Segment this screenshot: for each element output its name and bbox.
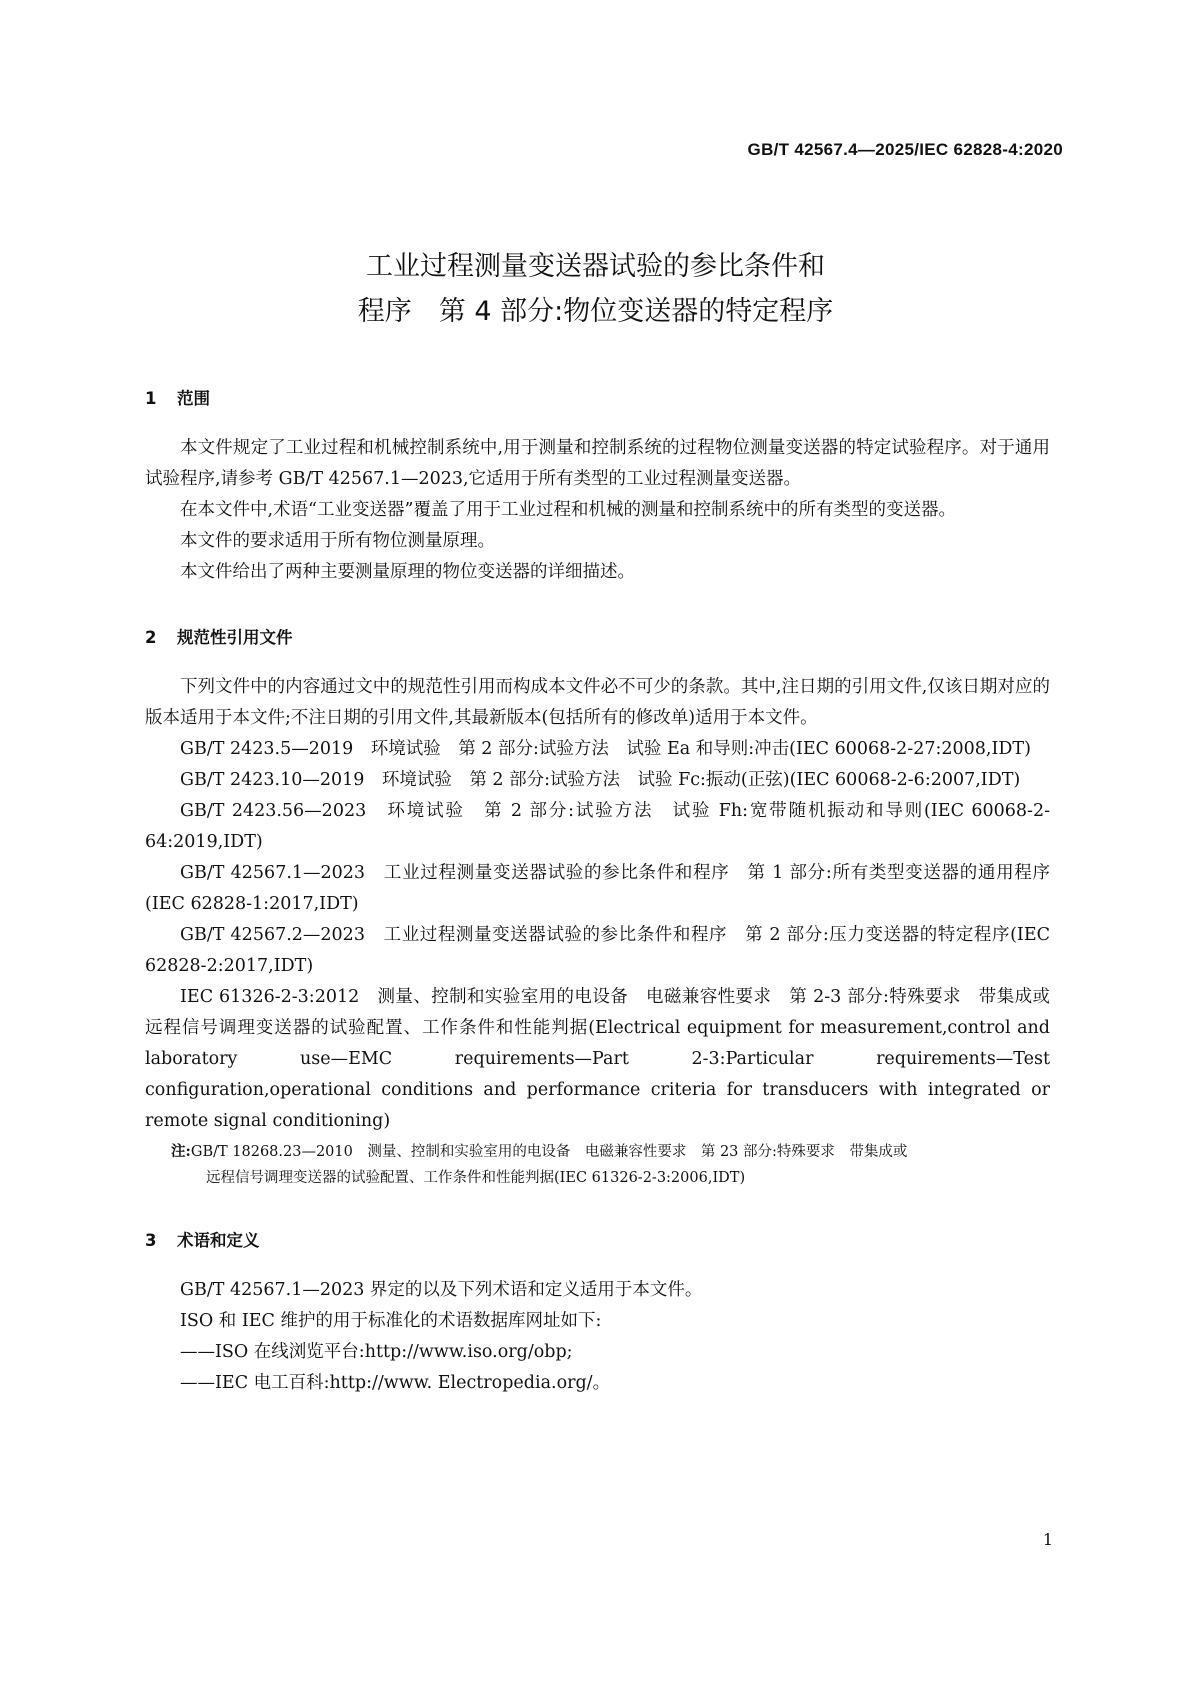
paragraph: ISO 和 IEC 维护的用于标准化的术语数据库网址如下: bbox=[180, 1311, 602, 1331]
note bbox=[145, 1139, 1050, 1191]
note-text: GB/T 18268.23—2010 测量、控制和实验室用的电设备 电磁兼容性要求 第 23 部分:特殊要求 带集成或 bbox=[190, 1144, 908, 1160]
section-number: 1 bbox=[145, 389, 157, 408]
reference-item: IEC 61326-2-3:2012 测量、控制和实验室用的电设备 电磁兼容性要求 第 2-3 部分:特殊要求 带集成或远程信号调理变送器的试验配置、工作条件和性能判据(Electrical equipment for measurement,control and laboratory use—EMC requirements—Part 2-3:Particular requirements—Test configuration,operational conditions and performance criteria for transducers with integrated or remote signal conditioning) bbox=[145, 987, 1050, 1131]
paragraph: 下列文件中的内容通过文中的规范性引用而构成本文件必不可少的条款。其中,注日期的引用文件,仅该日期对应的版本适用于本文件;不注日期的引用文件,其最新版本(包括所有的修改单)适用于本文件。 bbox=[145, 677, 1050, 728]
section-title: 范围 bbox=[177, 389, 210, 408]
reference-item: GB/T 2423.56—2023 环境试验 第 2 部分:试验方法 试验 Fh:宽带随机振动和导则(IEC 60068-2-64:2019,IDT) bbox=[145, 801, 1050, 852]
reference-item: GB/T 2423.10—2019 环境试验 第 2 部分:试验方法 试验 Fc:振动(正弦)(IEC 60068-2-6:2007,IDT) bbox=[180, 770, 1021, 790]
paragraph: 本文件规定了工业过程和机械控制系统中,用于测量和控制系统的过程物位测量变送器的特定试验程序。对于通用试验程序,请参考 GB/T 42567.1—2023,它适用于所有类型的工业过程测量变送器。 bbox=[145, 438, 1050, 489]
title-line-2: 程序 第 4 部分:物位变送器的特定程序 bbox=[357, 296, 834, 327]
reference-item: GB/T 42567.1—2023 工业过程测量变送器试验的参比条件和程序 第 1 部分:所有类型变送器的通用程序(IEC 62828-1:2017,IDT) bbox=[145, 863, 1050, 914]
paragraph: 本文件给出了两种主要测量原理的物位变送器的详细描述。 bbox=[180, 562, 635, 582]
reference-item: GB/T 2423.5—2019 环境试验 第 2 部分:试验方法 试验 Ea 和导则:冲击(IEC 60068-2-27:2008,IDT) bbox=[180, 739, 1031, 759]
standard-code: GB/T 42567.4—2025/IEC 62828-4:2020 bbox=[747, 140, 1063, 159]
reference-item: GB/T 42567.2—2023 工业过程测量变送器试验的参比条件和程序 第 2 部分:压力变送器的特定程序(IEC 62828-2:2017,IDT) bbox=[145, 925, 1050, 976]
section-heading-scope bbox=[145, 385, 1050, 409]
title-line-1: 工业过程测量变送器试验的参比条件和 bbox=[366, 251, 825, 282]
section-number: 3 bbox=[145, 1231, 157, 1250]
paragraph: 在本文件中,术语“工业变送器”覆盖了用于工业过程和机械的测量和控制系统中的所有类型的变送器。 bbox=[180, 500, 956, 520]
page-number: 1 bbox=[1042, 1530, 1053, 1549]
section-number: 2 bbox=[145, 628, 157, 647]
note-text-continued: 远程信号调理变送器的试验配置、工作条件和性能判据(IEC 61326-2-3:2006,IDT) bbox=[206, 1170, 746, 1186]
paragraph: 本文件的要求适用于所有物位测量原理。 bbox=[180, 531, 495, 551]
section-title: 规范性引用文件 bbox=[177, 628, 293, 647]
section-heading-normative-references bbox=[145, 624, 1050, 648]
document-body bbox=[145, 385, 1050, 1399]
section-title: 术语和定义 bbox=[177, 1231, 260, 1250]
note-label: 注: bbox=[171, 1143, 191, 1160]
paragraph: GB/T 42567.1—2023 界定的以及下列术语和定义适用于本文件。 bbox=[180, 1280, 703, 1300]
section-heading-terms-definitions bbox=[145, 1227, 1050, 1251]
list-item-link: ——ISO 在线浏览平台:http://www.iso.org/obp; bbox=[180, 1342, 573, 1362]
document-title bbox=[0, 244, 1191, 334]
list-item-link: ——IEC 电工百科:http://www. Electropedia.org/。 bbox=[180, 1373, 611, 1393]
